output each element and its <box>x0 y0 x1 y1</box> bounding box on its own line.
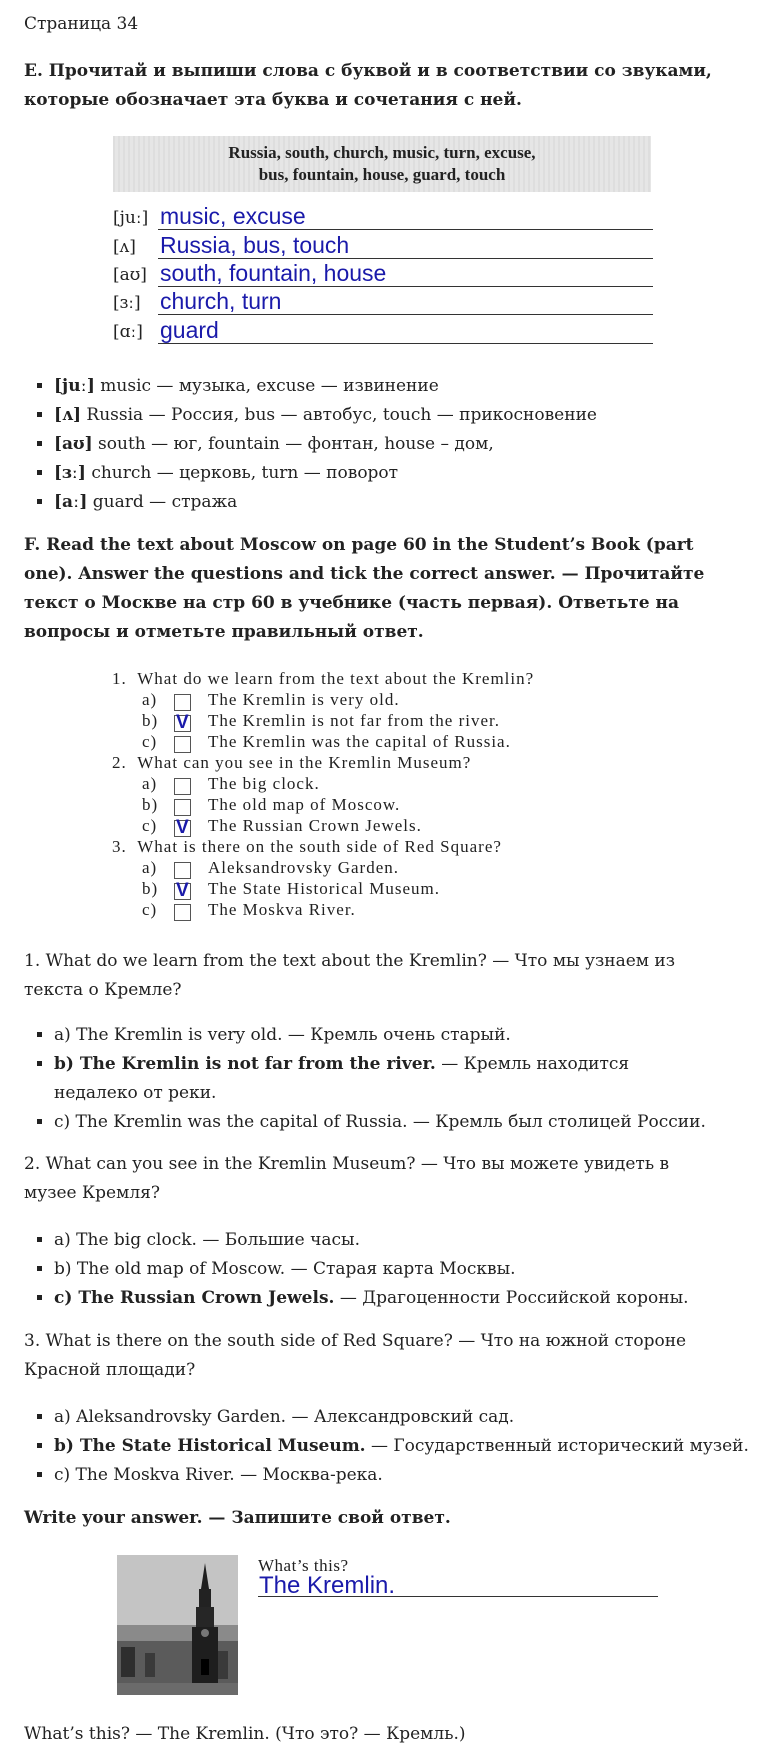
answer-text: c) The Kremlin was the capital of Russia. — Кремль был столицей России. <box>54 1112 706 1132</box>
answer-text: — Кремль находится недалеко от реки. <box>54 1054 630 1103</box>
checkbox[interactable] <box>174 694 191 711</box>
sound-answer: music, excuse <box>160 203 306 229</box>
ipa-label: [aʊ] <box>54 434 93 454</box>
list-item <box>54 1461 749 1490</box>
checkbox[interactable] <box>174 904 191 921</box>
answer-text: — Драгоценности Российской короны. <box>334 1288 689 1308</box>
question-number: 1. <box>112 669 127 688</box>
quiz-option <box>142 879 158 899</box>
answer-list-1 <box>30 1021 714 1137</box>
list-item <box>54 1432 749 1461</box>
list-item <box>54 459 597 488</box>
checkbox-checked[interactable] <box>174 817 191 838</box>
answer-question-3: 3. What is there on the south side of Red Square? — Что на южной стороне Красной площади? <box>24 1331 687 1380</box>
sound-ipa: [ʌ] <box>113 237 136 257</box>
ipa-label: [ɜː] <box>54 463 86 483</box>
answer-bold: b) The State Historical Museum. <box>54 1436 366 1456</box>
sound-word-list <box>30 372 597 517</box>
question-number: 3. <box>112 837 127 856</box>
list-item <box>54 1255 689 1284</box>
list-item <box>54 430 597 459</box>
option-letter: a) <box>142 858 158 877</box>
task-e-instruction: E. Прочитай и выпиши слова с буквой и в соответствии со звуками, которые обозначает эта буква и сочетания с ней. <box>24 61 712 110</box>
sound-ipa: [ɑː] <box>113 322 143 342</box>
question-text: What is there on the south side of Red Square? <box>137 837 502 856</box>
answer-list-2 <box>30 1226 689 1313</box>
option-text: The old map of Moscow. <box>208 795 401 814</box>
option-letter: b) <box>142 879 159 898</box>
tick-mark: V <box>176 712 190 733</box>
quiz-option <box>142 816 157 836</box>
sound-row <box>113 259 653 287</box>
option-text: The Moskva River. <box>208 900 356 919</box>
option-text: The Kremlin was the capital of Russia. <box>208 732 511 751</box>
option-letter: c) <box>142 816 158 835</box>
write-answer-instruction: Write your answer. — Запишите свой ответ. <box>24 1508 451 1528</box>
quiz-option <box>142 774 157 794</box>
answer-list-3 <box>30 1403 749 1490</box>
quiz-question <box>112 669 534 689</box>
answer-question-1: 1. What do we learn from the text about the Kremlin? — Что мы узнаем из текста о Кремле? <box>24 951 676 1000</box>
list-text: music — музыка, excuse — извинение <box>94 376 439 396</box>
answer-bold: c) The Russian Crown Jewels. <box>54 1288 335 1308</box>
answer-text: b) The old map of Moscow. — Старая карта Москвы. <box>54 1259 516 1279</box>
photo-answer: The Kremlin. <box>259 1572 396 1599</box>
option-letter: c) <box>142 900 158 919</box>
list-item <box>54 1403 749 1432</box>
sound-ipa: [juː] <box>113 208 149 228</box>
option-letter: b) <box>142 795 159 814</box>
question-number: 2. <box>112 753 127 772</box>
option-letter: a) <box>142 690 158 709</box>
answer-text: a) Aleksandrovsky Garden. — Александровский сад. <box>54 1407 515 1427</box>
option-text: The big clock. <box>208 774 320 793</box>
quiz-question <box>112 753 471 773</box>
answer-text: — Государственный исторический музей. <box>365 1436 749 1456</box>
ipa-label: [ʌ] <box>54 405 81 425</box>
answer-text: c) The Moskva River. — Москва-река. <box>54 1465 383 1485</box>
tick-mark: V <box>176 817 190 838</box>
answer-bold: b) The Kremlin is not far from the river. <box>54 1054 436 1074</box>
list-text: church — церковь, turn — поворот <box>85 463 399 483</box>
checkbox-checked[interactable] <box>174 712 191 733</box>
sound-row <box>113 287 653 315</box>
list-item <box>54 1050 714 1108</box>
list-text: guard — стража <box>87 492 238 512</box>
list-item <box>54 401 597 430</box>
checkbox[interactable] <box>174 862 191 879</box>
list-item <box>54 1226 689 1255</box>
page-header: Страница 34 <box>24 14 139 34</box>
sound-answer: guard <box>160 317 219 343</box>
quiz-option <box>142 732 157 752</box>
list-item <box>54 1021 714 1050</box>
option-text: The Kremlin is not far from the river. <box>208 711 500 730</box>
answer-text: a) The Kremlin is very old. — Кремль очень старый. <box>54 1025 511 1045</box>
sound-answer: Russia, bus, touch <box>160 232 350 258</box>
option-letter: a) <box>142 774 158 793</box>
kremlin-photo <box>117 1555 238 1695</box>
ipa-label: [juː] <box>54 376 95 396</box>
answer-line <box>158 343 653 344</box>
ipa-label: [aː] <box>54 492 88 512</box>
option-letter: b) <box>142 711 159 730</box>
list-item <box>54 1284 689 1313</box>
checkbox[interactable] <box>174 736 191 753</box>
photo-question: What’s this? <box>258 1556 349 1575</box>
kremlin-tower-icon <box>117 1555 238 1695</box>
list-item <box>54 488 597 517</box>
option-text: The Kremlin is very old. <box>208 690 400 709</box>
quiz-option <box>142 795 158 815</box>
quiz-question <box>112 837 502 857</box>
quiz-option <box>142 900 157 920</box>
checkbox-checked[interactable] <box>174 880 191 901</box>
sound-answer: south, fountain, house <box>160 260 387 286</box>
option-text: The Russian Crown Jewels. <box>208 816 422 835</box>
answer-text: a) The big clock. — Большие часы. <box>54 1230 360 1250</box>
task-f-instruction: F. Read the text about Moscow on page 60 in the Student’s Book (part one). Answer the questions and tick the correct answer. — Прочитайте текст о Москве на стр 60 в учебнике (часть первая). Ответьте на вопросы и отметьте правильный ответ. <box>24 535 705 642</box>
list-text: Russia — Россия, bus — автобус, touch — прикосновение <box>81 405 597 425</box>
option-text: The State Historical Museum. <box>208 879 440 898</box>
quiz-option <box>142 711 158 731</box>
list-item <box>54 372 597 401</box>
quiz-option <box>142 690 157 710</box>
option-text: Aleksandrovsky Garden. <box>208 858 400 877</box>
list-text: south — юг, fountain — фонтан, house – дом, <box>92 434 494 454</box>
question-text: What do we learn from the text about the Kremlin? <box>137 669 535 688</box>
quiz-option <box>142 858 157 878</box>
question-text: What can you see in the Kremlin Museum? <box>137 753 472 772</box>
checkbox[interactable] <box>174 799 191 816</box>
sound-ipa: [aʊ] <box>113 265 147 285</box>
sound-row <box>113 231 653 259</box>
sound-row <box>113 316 653 344</box>
answer-question-2: 2. What can you see in the Kremlin Museum? — Что вы можете увидеть в музее Кремля? <box>24 1154 670 1203</box>
checkbox[interactable] <box>174 778 191 795</box>
sound-row <box>113 202 653 230</box>
option-letter: c) <box>142 732 158 751</box>
word-box-line-1: Russia, south, church, music, turn, excuse, <box>228 143 536 162</box>
sound-answer: church, turn <box>160 288 282 314</box>
list-item <box>54 1108 714 1137</box>
final-answer: What’s this? — The Kremlin. (Что это? — Кремль.) <box>24 1724 466 1744</box>
sound-ipa: [ɜː] <box>113 293 141 313</box>
tick-mark: V <box>176 880 190 901</box>
word-box-line-2: bus, fountain, house, guard, touch <box>258 165 506 184</box>
word-box <box>113 136 651 192</box>
